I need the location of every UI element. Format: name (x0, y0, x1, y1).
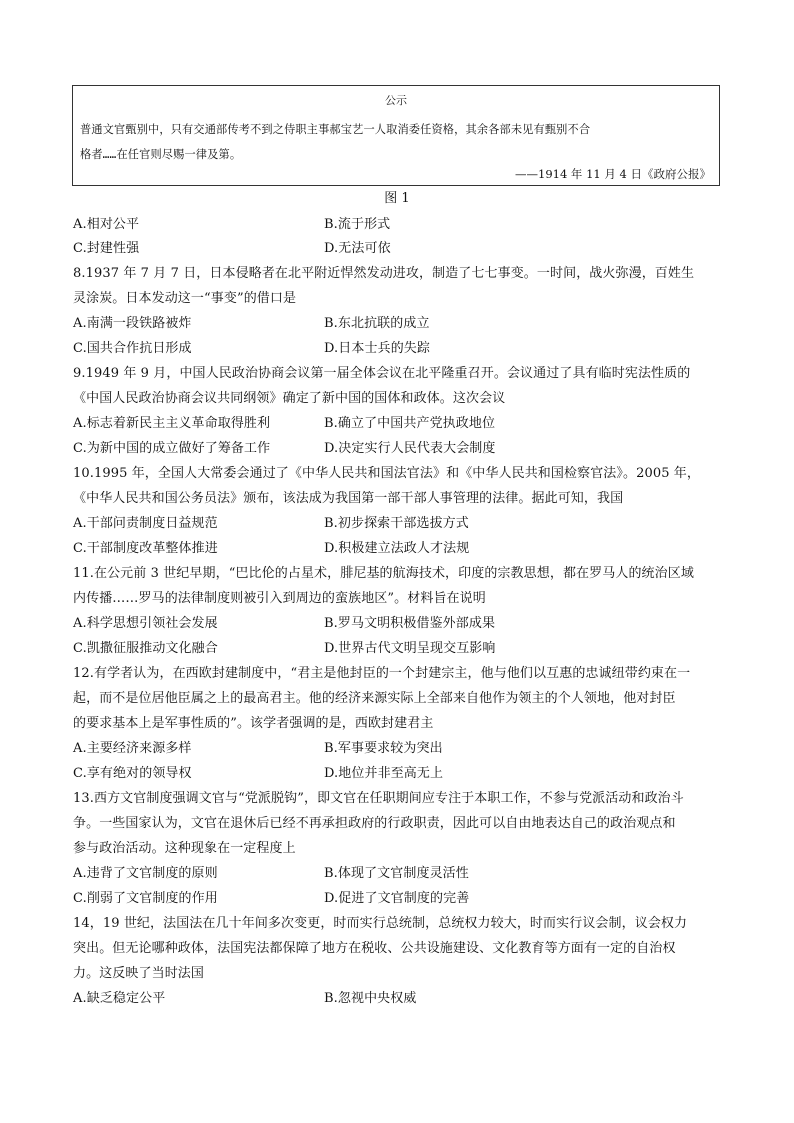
figure-caption: 图 1 (384, 191, 410, 206)
notice-box (72, 85, 720, 186)
q9-stem: 9.1949 年 9 月，中国人民政治协商会议第一届全体会议在北平隆重召开。会议通过了具有临时宪法性质的 (73, 366, 691, 381)
q12-option-a: A.主要经济来源多样 (73, 741, 192, 756)
q13-option-d: D.促进了文官制度的完善 (324, 891, 470, 906)
q7-option-c: C.封建性强 (73, 241, 140, 256)
q13-option-b: B.体现了文官制度灵活性 (324, 866, 469, 881)
q7-option-d: D.无法可依 (324, 241, 391, 256)
q10-option-c: C.干部制度改革整体推进 (73, 541, 218, 556)
q13-stem: 争。一些国家认为，文官在退休后已经不再承担政府的行政职责，因此可以自由地表达自己的政治观点和 (73, 816, 676, 831)
q12-stem: 的要求基本上是军事性质的”。该学者强调的是，西欧封建君主 (73, 716, 434, 731)
q8-stem: 8.1937 年 7 月 7 日，日本侵略者在北平附近悍然发动进攻，制造了七七事变。一时间，战火弥漫，百姓生 (73, 266, 695, 281)
q8-option-d: D.日本士兵的失踪 (324, 341, 430, 356)
notice-title: 公示 (385, 94, 407, 107)
q10-option-b: B.初步探索干部选拔方式 (324, 516, 469, 531)
q11-option-d: D.世界古代文明呈现交互影响 (324, 641, 496, 656)
q14-stem: 力。这反映了当时法国 (73, 966, 205, 981)
q10-option-d: D.积极建立法政人才法规 (324, 541, 470, 556)
q12-stem: 起，而不是位居他臣属之上的最高君主。他的经济来源实际上全部来自他作为领主的个人领地，他对封臣 (73, 691, 676, 706)
q11-option-c: C.凯撒征服推动文化融合 (73, 641, 218, 656)
q9-option-d: D.决定实行人民代表大会制度 (324, 441, 496, 456)
notice-line: 格者……在任官则尽赐一律及第。 (80, 148, 242, 161)
q14-stem: 突出。但无论哪种政体，法国宪法都保障了地方在税收、公共设施建设、文化教育等方面有一定的自治权 (73, 941, 676, 956)
q10-stem: 10.1995 年，全国人大常委会通过了《中华人民共和国法官法》和《中华人民共和国检察官法》。2005 年， (73, 466, 701, 481)
q9-option-a: A.标志着新民主主义革命取得胜利 (73, 416, 271, 431)
q12-option-b: B.军事要求较为突出 (324, 741, 443, 756)
notice-line: 普通文官甄别中，只有交通部传考不到之侍职主事郝宝艺一人取消委任资格，其余各部未见有甄别不合 (80, 123, 591, 136)
q8-option-b: B.东北抗联的成立 (324, 316, 430, 331)
q14-option-b: B.忽视中央权威 (324, 991, 417, 1006)
q8-option-a: A.南满一段铁路被炸 (73, 316, 192, 331)
q12-option-d: D.地位并非至高无上 (324, 766, 444, 781)
q11-option-b: B.罗马文明积极借鉴外部成果 (324, 616, 496, 631)
q11-option-a: A.科学思想引领社会发展 (73, 616, 218, 631)
notice-body (80, 117, 714, 167)
q8-option-c: C.国共合作抗日形成 (73, 341, 192, 356)
q14-option-a: A.缺乏稳定公平 (73, 991, 166, 1006)
q9-stem: 《中国人民政治协商会议共同纲领》确定了新中国的国体和政体。这次会议 (73, 391, 506, 406)
q13-option-c: C.削弱了文官制度的作用 (73, 891, 218, 906)
q11-stem: 内传播……罗马的法律制度则被引入到周边的蛮族地区”。材料旨在说明 (73, 591, 486, 606)
q10-stem: 《中华人民共和国公务员法》颁布，该法成为我国第一部干部人事管理的法律。据此可知，我国 (73, 491, 624, 506)
q10-option-a: A.干部问责制度日益规范 (73, 516, 218, 531)
q8-stem: 灵涂炭。日本发动这一“事变”的借口是 (73, 291, 297, 306)
q9-option-c: C.为新中国的成立做好了筹备工作 (73, 441, 271, 456)
q13-stem: 13.西方文官制度强调文官与“党派脱钩”，即文官在任职期间应专注于本职工作，不参与党派活动和政治斗 (73, 791, 684, 806)
q12-stem: 12.有学者认为，在西欧封建制度中，“君主是他封臣的一个封建宗主，他与他们以互惠的忠诚纽带约束在一 (73, 666, 691, 681)
q11-stem: 11.在公元前 3 世纪早期，“巴比伦的占星术，腓尼基的航海技术，印度的宗教思想，都在罗马人的统治区域 (73, 566, 694, 581)
q9-option-b: B.确立了中国共产党执政地位 (324, 416, 496, 431)
q14-stem: 14，19 世纪，法国法在几十年间多次变更，时而实行总统制，总统权力较大，时而实行议会制，议会权力 (73, 916, 688, 931)
q7-option-a: A.相对公平 (73, 217, 140, 232)
q12-option-c: C.享有绝对的领导权 (73, 766, 192, 781)
q13-stem: 参与政治活动。这种现象在一定程度上 (73, 841, 296, 856)
q13-option-a: A.违背了文官制度的原则 (73, 866, 218, 881)
notice-source: ——1914 年 11 月 4 日《政府公报》 (515, 167, 711, 181)
q7-option-b: B.流于形式 (324, 217, 391, 232)
